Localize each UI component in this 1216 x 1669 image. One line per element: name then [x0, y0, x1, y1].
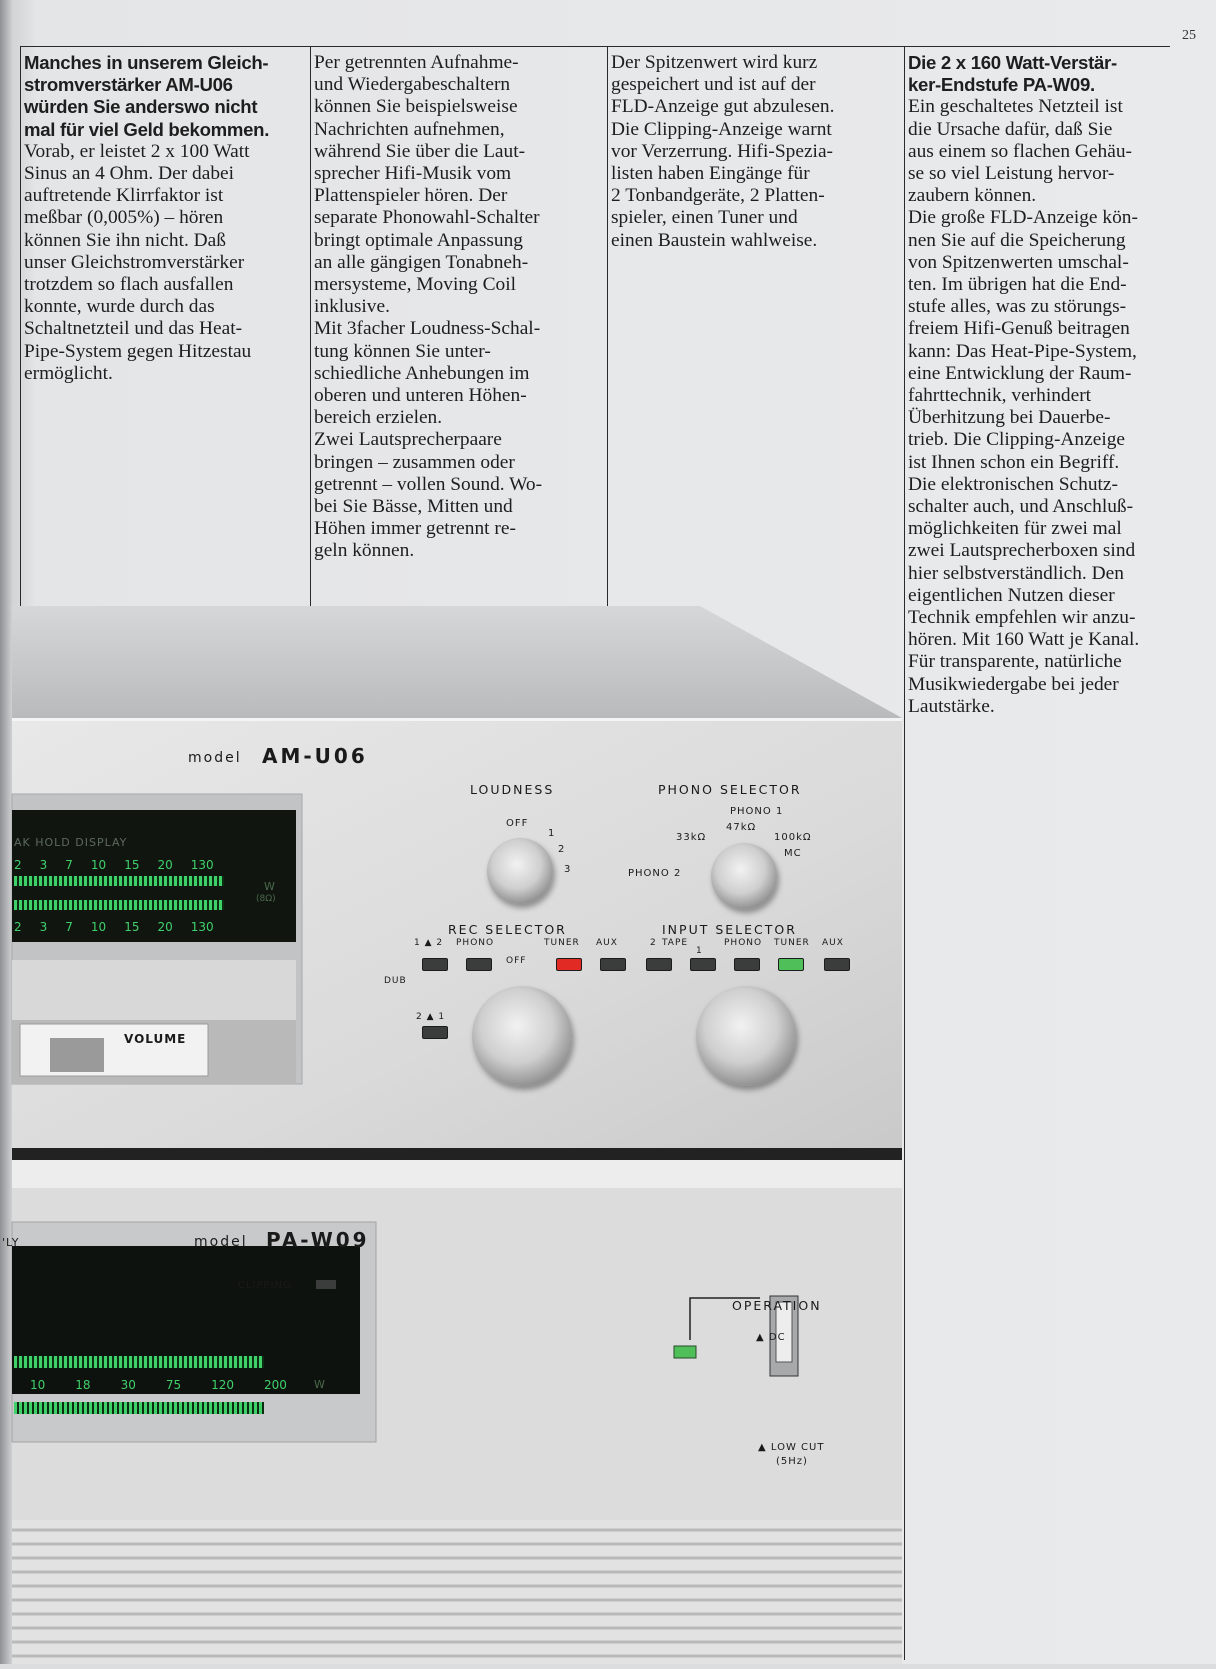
text-line: trieb. Die Clipping-Anzeige: [908, 429, 1126, 451]
text-line: und Wiedergabeschaltern: [314, 74, 511, 96]
text-line: hören. Mit 160 Watt je Kanal.: [908, 629, 1140, 651]
scale-tick: 120: [211, 1378, 235, 1392]
meter-unit-sub: (8Ω): [256, 894, 276, 904]
text-line: Die große FLD-Anzeige kön-: [908, 207, 1138, 229]
meter-scale: [30, 1378, 287, 1392]
text-line: Per getrennten Aufnahme-: [314, 52, 519, 73]
text-line: Zwei Lautsprecherpaare: [314, 429, 502, 451]
operation-label: OPERATION: [732, 1298, 822, 1313]
text-line: Schaltnetzteil und das Heat-: [24, 318, 243, 340]
text-line: auftretende Klirrfaktor ist: [24, 185, 224, 207]
text-line: von Spitzenwerten umschal-: [908, 251, 1129, 273]
rec-item-phono: PHONO: [456, 938, 495, 948]
text-line: ermöglicht.: [24, 362, 113, 384]
text-line: unser Gleichstromverstärker: [24, 251, 245, 273]
text-line: eine Entwicklung der Raum-: [908, 362, 1132, 384]
text-line: Pipe-System gegen Hitzestau: [24, 340, 252, 362]
text-line: sprecher Hifi-Musik vom: [314, 163, 512, 185]
text-line: einen Baustein wahlweise.: [611, 229, 818, 251]
text-line: können Sie beispielsweise: [314, 96, 518, 118]
text-line: Der Spitzenwert wird kurz: [611, 52, 818, 73]
rec-dub-label: DUB: [384, 976, 407, 986]
rec-item-tuner: TUNER: [544, 938, 580, 948]
text-line: trotzdem so flach ausfallen: [24, 274, 234, 296]
text-line: die Ursache dafür, daß Sie: [908, 118, 1113, 140]
page-number: 25: [1182, 28, 1196, 43]
scale-tick: 10: [90, 920, 107, 934]
text-line: Technik empfehlen wir anzu-: [908, 607, 1136, 629]
text-line: Nachrichten aufnehmen,: [314, 118, 505, 140]
text-line: Die Clipping-Anzeige warnt: [611, 118, 832, 140]
pa-side-label: 'LY: [2, 1236, 20, 1249]
scale-tick: 20: [157, 858, 173, 872]
scale-tick: 2: [14, 858, 22, 872]
column-1: [20, 46, 310, 385]
rec-item-aux: AUX: [596, 938, 618, 948]
rec-indicator: [422, 958, 448, 971]
text-line: bringt optimale Anpassung: [314, 229, 523, 251]
scale-tick: 30: [120, 1378, 136, 1392]
text-line: Musikwiedergabe bei jeder: [908, 673, 1119, 695]
input-item-tuner: TUNER: [774, 938, 810, 948]
loudness-off: OFF: [506, 818, 529, 829]
text-line: Vorab, er leistet 2 x 100 Watt: [24, 140, 250, 162]
pa-fld-meter: [14, 1356, 344, 1446]
pa-model-name: PA-W09: [266, 1228, 370, 1252]
scale-tick: 7: [65, 920, 73, 934]
text-line: zaubern können.: [908, 185, 1037, 207]
text-line: Überhitzung bei Dauerbe-: [908, 407, 1111, 429]
meter-bar-left: [14, 1356, 264, 1368]
text-line: schiedliche Anhebungen im: [314, 362, 530, 384]
am-model-name: AM-U06: [262, 744, 368, 768]
text-line: aus einem so flachen Gehäu-: [908, 140, 1132, 162]
loudness-knob[interactable]: [487, 838, 553, 904]
heading-line: mal für viel Geld bekommen.: [24, 118, 270, 140]
rec-selector-label: REC SELECTOR: [448, 922, 567, 937]
text-line: zwei Lautsprecherboxen sind: [908, 540, 1136, 562]
input-selector-knob[interactable]: [696, 986, 796, 1086]
loudness-2: 2: [558, 844, 566, 855]
input-item-aux: AUX: [822, 938, 844, 948]
r47-label: 47kΩ: [726, 822, 757, 833]
text-line: nen Sie auf die Speicherung: [908, 229, 1126, 251]
scale-tick: 130: [190, 920, 214, 934]
text-line: fahrttechnik, verhindert: [908, 385, 1092, 407]
operation-lowcut-label: ▲ LOW CUT: [758, 1442, 825, 1453]
text-line: während Sie über die Laut-: [314, 140, 526, 162]
volume-label: VOLUME: [124, 1032, 187, 1046]
text-line: meßbar (0,005%) – hören: [24, 207, 224, 229]
phono1-label: PHONO 1: [730, 806, 784, 817]
input-selector-label: INPUT SELECTOR: [662, 922, 797, 937]
text-line: Höhen immer getrennt re-: [314, 518, 516, 540]
scale-tick: 20: [157, 920, 173, 934]
text-line: möglichkeiten für zwei mal: [908, 518, 1122, 540]
text-line: Ein geschaltetes Netzteil ist: [908, 96, 1123, 118]
text-line: Sinus an 4 Ohm. Der dabei: [24, 163, 235, 185]
rec-item-tape: 1 ▲ 2: [414, 938, 444, 948]
scale-tick: 10: [30, 1378, 46, 1392]
meter-scale-top: [14, 858, 214, 872]
phono-selector-knob[interactable]: [711, 843, 777, 909]
peak-hold-display-label: AK HOLD DISPLAY: [14, 836, 128, 849]
scale-tick: 200: [264, 1378, 287, 1392]
text-line: ist Ihnen schon ein Begriff.: [908, 451, 1120, 473]
scale-tick: 18: [75, 1378, 91, 1392]
text-line: vor Verzerrung. Hifi-Spezia-: [611, 140, 834, 162]
text-line: konnte, wurde durch das: [24, 296, 215, 318]
am-u06-photo: [0, 600, 904, 1160]
text-line: 2 Tonbandgeräte, 2 Platten-: [611, 185, 825, 207]
text-line: bei Sie Bässe, Mitten und: [314, 496, 513, 518]
heading-line: stromverstärker AM-U06: [24, 74, 233, 96]
text-line: mersysteme, Moving Coil: [314, 274, 516, 296]
loudness-1: 1: [548, 828, 556, 839]
operation-dc-label: ▲ DC: [756, 1332, 786, 1343]
text-line: inklusive.: [314, 296, 390, 318]
rec-dub2-label: 2 ▲ 1: [416, 1012, 446, 1022]
rec-off-label: OFF: [506, 956, 527, 966]
text-line: ten. Im übrigen hat die End-: [908, 274, 1127, 296]
column-2: [310, 46, 607, 563]
heading-line: würden Sie anderswo nicht: [24, 96, 258, 118]
text-line: oberen und unteren Höhen-: [314, 385, 527, 407]
input-tape-n1: 1: [696, 946, 703, 956]
rec-indicator: [600, 958, 626, 971]
meter-unit: W: [314, 1378, 325, 1391]
heading-line: Die 2 x 160 Watt-Verstär-: [908, 52, 1117, 73]
scale-tick: 10: [90, 858, 107, 872]
pa-w09-photo: [0, 1160, 904, 1664]
rec-indicator: [466, 958, 492, 971]
text-line: Für transparente, natürliche: [908, 651, 1122, 673]
mc-label: MC: [784, 848, 802, 859]
meter-bar-right: [14, 900, 224, 910]
scale-tick: 15: [124, 920, 140, 934]
text-line: listen haben Eingänge für: [611, 163, 810, 185]
input-indicator: [824, 958, 850, 971]
text-line: gespeichert und ist auf der: [611, 74, 816, 96]
text-line: Die elektronischen Schutz-: [908, 473, 1118, 495]
text-line: eigentlichen Nutzen dieser: [908, 584, 1115, 606]
scale-tick: 15: [124, 858, 140, 872]
text-line: Mit 3facher Loudness-Schal-: [314, 318, 541, 340]
am-fld-meter: [14, 858, 276, 940]
text-line: spieler, einen Tuner und: [611, 207, 798, 229]
input-item-tape: TAPE: [662, 938, 689, 948]
dub-indicator: [422, 1026, 448, 1039]
text-line: können Sie ihn nicht. Daß: [24, 229, 226, 251]
text-line: schalter auch, und Anschluß-: [908, 496, 1134, 518]
meter-bar-left: [14, 876, 224, 886]
scale-tick: 3: [39, 858, 48, 872]
phono-selector-label: PHONO SELECTOR: [658, 782, 802, 797]
r33-label: 33kΩ: [676, 832, 707, 843]
operation-hz-label: (5Hz): [776, 1456, 808, 1467]
clipping-indicator: [316, 1280, 336, 1289]
column-4: [904, 46, 1194, 718]
scale-tick: 130: [190, 858, 214, 872]
text-line: separate Phonowahl-Schalter: [314, 207, 540, 229]
text-line: hier selbstverständlich. Den: [908, 562, 1124, 584]
text-line: an alle gängigen Tonabneh-: [314, 251, 529, 273]
input-indicator: [734, 958, 760, 971]
clipping-label: CLIPPING: [238, 1280, 292, 1291]
text-line: tung können Sie unter-: [314, 340, 491, 362]
meter-scale-bottom: [14, 920, 214, 934]
scale-tick: 2: [14, 920, 22, 934]
scale-tick: 3: [39, 920, 48, 934]
heading-line: ker-Endstufe PA-W09.: [908, 74, 1095, 96]
text-line: FLD-Anzeige gut abzulesen.: [611, 96, 835, 118]
text-line: bringen – zusammen oder: [314, 451, 515, 473]
text-line: kann: Das Heat-Pipe-System,: [908, 340, 1137, 362]
meter-bar-right: [14, 1402, 264, 1414]
input-indicator: [690, 958, 716, 971]
meter-unit: W: [264, 880, 275, 893]
text-line: bereich erzielen.: [314, 407, 443, 429]
loudness-label: LOUDNESS: [470, 782, 555, 797]
text-line: getrennt – vollen Sound. Wo-: [314, 473, 543, 495]
scale-tick: 75: [165, 1378, 182, 1392]
loudness-3: 3: [564, 864, 572, 875]
scale-tick: 7: [65, 858, 73, 872]
am-model-word: model: [188, 750, 242, 766]
text-line: se so viel Leistung hervor-: [908, 163, 1115, 185]
input-tape-n2: 2: [650, 938, 657, 948]
phono2-label: PHONO 2: [628, 868, 682, 879]
input-indicator-active: [778, 958, 804, 971]
text-line: geln können.: [314, 540, 415, 562]
r100-label: 100kΩ: [774, 832, 812, 843]
column-3: [607, 46, 904, 252]
rec-selector-knob[interactable]: [472, 986, 572, 1086]
pa-model-word: model: [194, 1234, 248, 1250]
input-indicator: [646, 958, 672, 971]
text-line: Plattenspieler hören. Der: [314, 185, 508, 207]
operation-toggle-switch[interactable]: [770, 1296, 798, 1376]
text-line: stufe alles, was zu störungs-: [908, 296, 1127, 318]
input-item-phono: PHONO: [724, 938, 763, 948]
text-line: Lautstärke.: [908, 695, 995, 717]
heading-line: Manches in unserem Gleich-: [24, 52, 269, 73]
text-line: freiem Hifi-Genuß beitragen: [908, 318, 1130, 340]
rec-indicator-active: [556, 958, 582, 971]
